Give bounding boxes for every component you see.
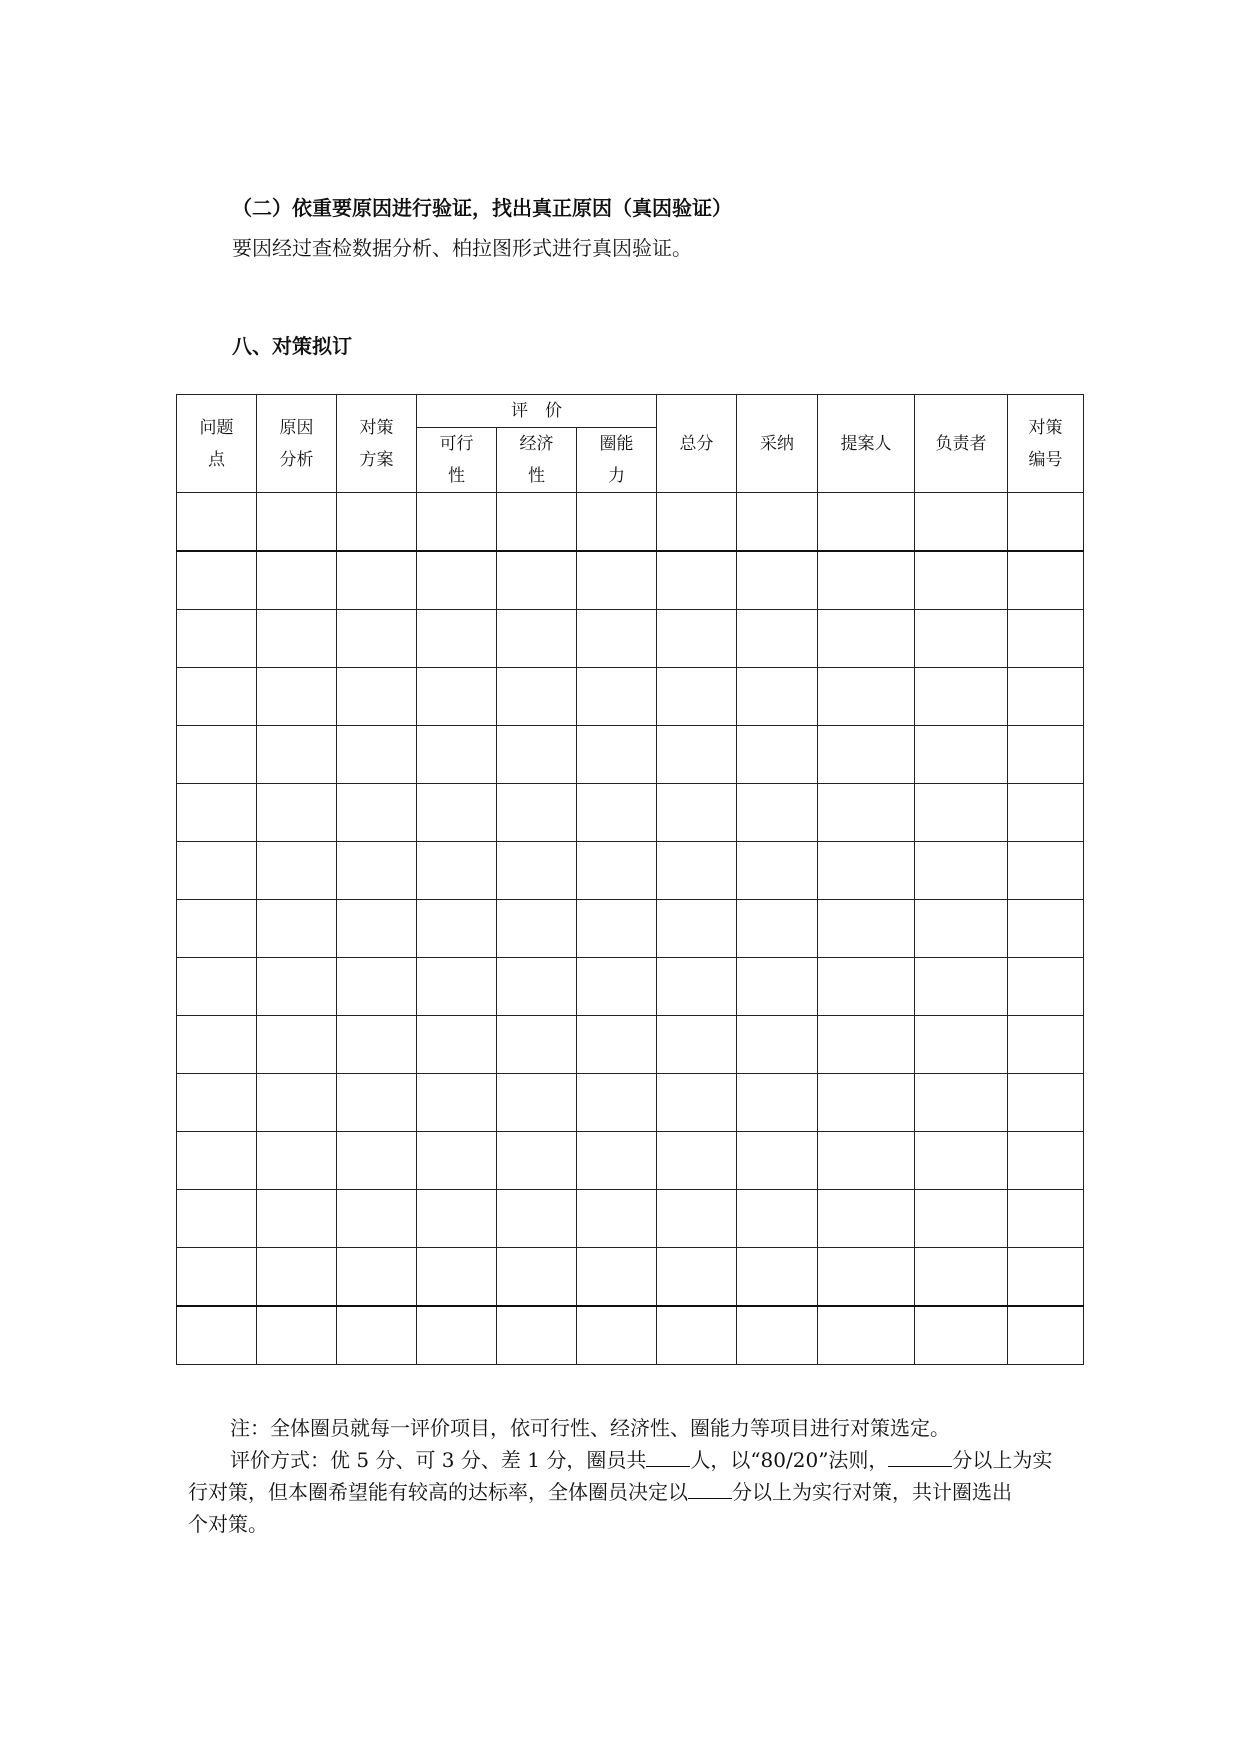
table-cell[interactable] <box>818 1016 915 1074</box>
table-cell[interactable] <box>657 1132 737 1190</box>
table-cell[interactable] <box>337 493 417 552</box>
table-cell[interactable] <box>657 610 737 668</box>
table-cell[interactable] <box>417 610 497 668</box>
table-cell[interactable] <box>177 610 257 668</box>
table-cell[interactable] <box>417 1016 497 1074</box>
table-cell[interactable] <box>1008 1016 1084 1074</box>
table-cell[interactable] <box>497 784 577 842</box>
table-row <box>177 1074 1084 1132</box>
table-row <box>177 900 1084 958</box>
table-cell[interactable] <box>1008 958 1084 1016</box>
table-body <box>177 493 1084 1365</box>
table-cell[interactable] <box>818 1248 915 1307</box>
table-cell[interactable] <box>417 1190 497 1248</box>
table-cell[interactable] <box>337 726 417 784</box>
table-cell[interactable] <box>737 493 818 552</box>
table-cell[interactable] <box>497 610 577 668</box>
table-cell[interactable] <box>177 1248 257 1307</box>
table-cell[interactable] <box>257 668 337 726</box>
table-cell[interactable] <box>915 493 1008 552</box>
table-cell[interactable] <box>1008 668 1084 726</box>
table-cell[interactable] <box>657 1074 737 1132</box>
note-line-1: 注：全体圈员就每一评价项目，依可行性、经济性、圈能力等项目进行对策选定。 <box>230 1416 950 1440</box>
table-row <box>177 842 1084 900</box>
header-feasibility: 可行 性 <box>417 428 497 493</box>
table-cell[interactable] <box>177 1074 257 1132</box>
table-cell[interactable] <box>177 726 257 784</box>
table-cell[interactable] <box>1008 842 1084 900</box>
table-cell[interactable] <box>337 1248 417 1307</box>
table-cell[interactable] <box>1008 784 1084 842</box>
table-cell[interactable] <box>915 551 1008 610</box>
table-cell[interactable] <box>177 668 257 726</box>
table-cell[interactable] <box>577 842 657 900</box>
table-cell[interactable] <box>818 493 915 552</box>
table-cell[interactable] <box>417 842 497 900</box>
table-cell[interactable] <box>177 551 257 610</box>
table-cell[interactable] <box>337 1306 417 1365</box>
table-cell[interactable] <box>497 726 577 784</box>
table-cell[interactable] <box>915 1132 1008 1190</box>
table-cell[interactable] <box>497 842 577 900</box>
table-cell[interactable] <box>257 726 337 784</box>
table-cell[interactable] <box>737 1132 818 1190</box>
table-cell[interactable] <box>177 1132 257 1190</box>
table-cell[interactable] <box>657 1016 737 1074</box>
table-row <box>177 958 1084 1016</box>
table-cell[interactable] <box>177 958 257 1016</box>
table-cell[interactable] <box>657 1190 737 1248</box>
table-cell[interactable] <box>737 900 818 958</box>
table-cell[interactable] <box>818 668 915 726</box>
table-cell[interactable] <box>337 668 417 726</box>
table-cell[interactable] <box>657 668 737 726</box>
table-cell[interactable] <box>737 784 818 842</box>
header-plan: 对策 方案 <box>337 395 417 493</box>
table-cell[interactable] <box>337 958 417 1016</box>
table-cell[interactable] <box>1008 726 1084 784</box>
table-cell[interactable] <box>657 551 737 610</box>
header-code: 对策 编号 <box>1008 395 1084 493</box>
table-cell[interactable] <box>1008 900 1084 958</box>
table-cell[interactable] <box>257 1074 337 1132</box>
table-cell[interactable] <box>1008 1306 1084 1365</box>
table-cell[interactable] <box>417 900 497 958</box>
table-cell[interactable] <box>915 726 1008 784</box>
header-total: 总分 <box>657 395 737 493</box>
table-cell[interactable] <box>915 958 1008 1016</box>
table-row <box>177 551 1084 610</box>
table-cell[interactable] <box>737 842 818 900</box>
table-row <box>177 1248 1084 1307</box>
table-cell[interactable] <box>577 958 657 1016</box>
table-cell[interactable] <box>657 842 737 900</box>
table-row <box>177 726 1084 784</box>
table-cell[interactable] <box>497 900 577 958</box>
table-cell[interactable] <box>737 958 818 1016</box>
table-cell[interactable] <box>737 1016 818 1074</box>
table-cell[interactable] <box>818 842 915 900</box>
section-heading-verification: （二）依重要原因进行验证，找出真正原因（真因验证） <box>232 196 732 220</box>
table-cell[interactable] <box>737 1306 818 1365</box>
blank-decided-score[interactable] <box>688 1478 732 1499</box>
table-cell[interactable] <box>417 1074 497 1132</box>
table-cell[interactable] <box>577 1190 657 1248</box>
table-cell[interactable] <box>915 1074 1008 1132</box>
table-cell[interactable] <box>577 1248 657 1307</box>
table-cell[interactable] <box>915 1190 1008 1248</box>
table-cell[interactable] <box>1008 610 1084 668</box>
table-cell[interactable] <box>417 1132 497 1190</box>
table-cell[interactable] <box>497 1306 577 1365</box>
table-cell[interactable] <box>737 726 818 784</box>
table-cell[interactable] <box>915 1248 1008 1307</box>
table-cell[interactable] <box>497 1248 577 1307</box>
note-line-2: 评价方式：优 5 分、可 3 分、差 1 分，圈员共 人，以“80/20”法则， 分以上为实 <box>230 1448 1053 1472</box>
table-cell[interactable] <box>577 1074 657 1132</box>
table-cell[interactable] <box>818 1306 915 1365</box>
table-cell[interactable] <box>417 1248 497 1307</box>
table-cell[interactable] <box>657 900 737 958</box>
table-row <box>177 784 1084 842</box>
table-cell[interactable] <box>818 1074 915 1132</box>
table-cell[interactable] <box>737 551 818 610</box>
table-cell[interactable] <box>337 551 417 610</box>
header-cause: 原因 分析 <box>257 395 337 493</box>
header-owner: 负责者 <box>915 395 1008 493</box>
table-row <box>177 610 1084 668</box>
table-cell[interactable] <box>337 1016 417 1074</box>
table-cell[interactable] <box>577 668 657 726</box>
table-cell[interactable] <box>577 900 657 958</box>
table-cell[interactable] <box>497 958 577 1016</box>
table-cell[interactable] <box>417 726 497 784</box>
table-row <box>177 1132 1084 1190</box>
table-cell[interactable] <box>257 842 337 900</box>
table-cell[interactable] <box>1008 493 1084 552</box>
table-cell[interactable] <box>337 1132 417 1190</box>
note-line-3: 行对策，但本圈希望能有较高的达标率，全体圈员决定以 分以上为实行对策，共计圈选出 <box>188 1480 1012 1504</box>
table-cell[interactable] <box>177 1016 257 1074</box>
table-cell[interactable] <box>915 900 1008 958</box>
header-economy: 经济 性 <box>497 428 577 493</box>
table-cell[interactable] <box>257 551 337 610</box>
table-cell[interactable] <box>737 1074 818 1132</box>
table-cell[interactable] <box>737 1248 818 1307</box>
table-cell[interactable] <box>257 784 337 842</box>
table-cell[interactable] <box>497 551 577 610</box>
table-cell[interactable] <box>818 551 915 610</box>
table-cell[interactable] <box>577 784 657 842</box>
table-cell[interactable] <box>497 1190 577 1248</box>
table-cell[interactable] <box>257 1306 337 1365</box>
table-cell[interactable] <box>818 1132 915 1190</box>
table-cell[interactable] <box>257 493 337 552</box>
header-problem: 问题 点 <box>177 395 257 493</box>
table-cell[interactable] <box>337 784 417 842</box>
table-cell[interactable] <box>337 1074 417 1132</box>
table-cell[interactable] <box>577 726 657 784</box>
table-cell[interactable] <box>657 726 737 784</box>
header-capability: 圈能 力 <box>577 428 657 493</box>
section-body-verification: 要因经过查检数据分析、柏拉图形式进行真因验证。 <box>232 236 692 260</box>
table-cell[interactable] <box>417 1306 497 1365</box>
table-cell[interactable] <box>337 842 417 900</box>
table-row <box>177 668 1084 726</box>
table-cell[interactable] <box>818 1190 915 1248</box>
table-cell[interactable] <box>577 1016 657 1074</box>
countermeasure-table <box>176 394 1084 1365</box>
table-cell[interactable] <box>915 1306 1008 1365</box>
table-cell[interactable] <box>915 1016 1008 1074</box>
table-cell[interactable] <box>1008 1132 1084 1190</box>
table-cell[interactable] <box>657 1306 737 1365</box>
table-cell[interactable] <box>177 1306 257 1365</box>
table-row <box>177 1306 1084 1365</box>
table-cell[interactable] <box>497 1016 577 1074</box>
table-cell[interactable] <box>1008 551 1084 610</box>
table-cell[interactable] <box>257 1016 337 1074</box>
table-cell[interactable] <box>818 726 915 784</box>
table-row <box>177 1016 1084 1074</box>
note-paragraph <box>188 1412 1084 1540</box>
note-line-4: 个对策。 <box>188 1512 268 1536</box>
table-cell[interactable] <box>818 610 915 668</box>
header-adopt: 采纳 <box>737 395 818 493</box>
table-cell[interactable] <box>737 1190 818 1248</box>
table-cell[interactable] <box>497 1074 577 1132</box>
table-cell[interactable] <box>497 1132 577 1190</box>
table-cell[interactable] <box>177 1190 257 1248</box>
table-row <box>177 1190 1084 1248</box>
table-cell[interactable] <box>737 610 818 668</box>
header-evaluation: 评 价 <box>417 395 657 428</box>
table-cell[interactable] <box>257 610 337 668</box>
blank-member-count[interactable] <box>646 1446 690 1467</box>
table-cell[interactable] <box>1008 1074 1084 1132</box>
table-cell[interactable] <box>177 784 257 842</box>
table-cell[interactable] <box>257 1132 337 1190</box>
table-cell[interactable] <box>177 493 257 552</box>
table-cell[interactable] <box>257 900 337 958</box>
table-cell[interactable] <box>657 784 737 842</box>
table-cell[interactable] <box>737 668 818 726</box>
table-cell[interactable] <box>177 842 257 900</box>
table-cell[interactable] <box>257 958 337 1016</box>
table-cell[interactable] <box>915 784 1008 842</box>
table-cell[interactable] <box>577 1306 657 1365</box>
table-cell[interactable] <box>257 1248 337 1307</box>
table-cell[interactable] <box>417 958 497 1016</box>
table-cell[interactable] <box>337 1190 417 1248</box>
table-cell[interactable] <box>818 900 915 958</box>
table-cell[interactable] <box>417 493 497 552</box>
table-cell[interactable] <box>577 551 657 610</box>
table-cell[interactable] <box>657 1248 737 1307</box>
table-cell[interactable] <box>337 610 417 668</box>
table-cell[interactable] <box>657 958 737 1016</box>
table-cell[interactable] <box>915 610 1008 668</box>
table-cell[interactable] <box>915 668 1008 726</box>
table-cell[interactable] <box>497 668 577 726</box>
table-cell[interactable] <box>417 668 497 726</box>
table-cell[interactable] <box>577 493 657 552</box>
table-cell[interactable] <box>657 493 737 552</box>
blank-threshold-score[interactable] <box>888 1446 952 1467</box>
table-cell[interactable] <box>257 1190 337 1248</box>
table-cell[interactable] <box>497 493 577 552</box>
table-cell[interactable] <box>417 551 497 610</box>
table-row <box>177 493 1084 552</box>
table-cell[interactable] <box>1008 1248 1084 1307</box>
table-cell[interactable] <box>577 1132 657 1190</box>
table-cell[interactable] <box>417 784 497 842</box>
header-proposer: 提案人 <box>818 395 915 493</box>
table-cell[interactable] <box>818 784 915 842</box>
table-cell[interactable] <box>1008 1190 1084 1248</box>
section-heading-countermeasures: 八、对策拟订 <box>232 334 352 358</box>
table-cell[interactable] <box>177 900 257 958</box>
table-cell[interactable] <box>577 610 657 668</box>
table-cell[interactable] <box>915 842 1008 900</box>
table-cell[interactable] <box>337 900 417 958</box>
table-cell[interactable] <box>818 958 915 1016</box>
